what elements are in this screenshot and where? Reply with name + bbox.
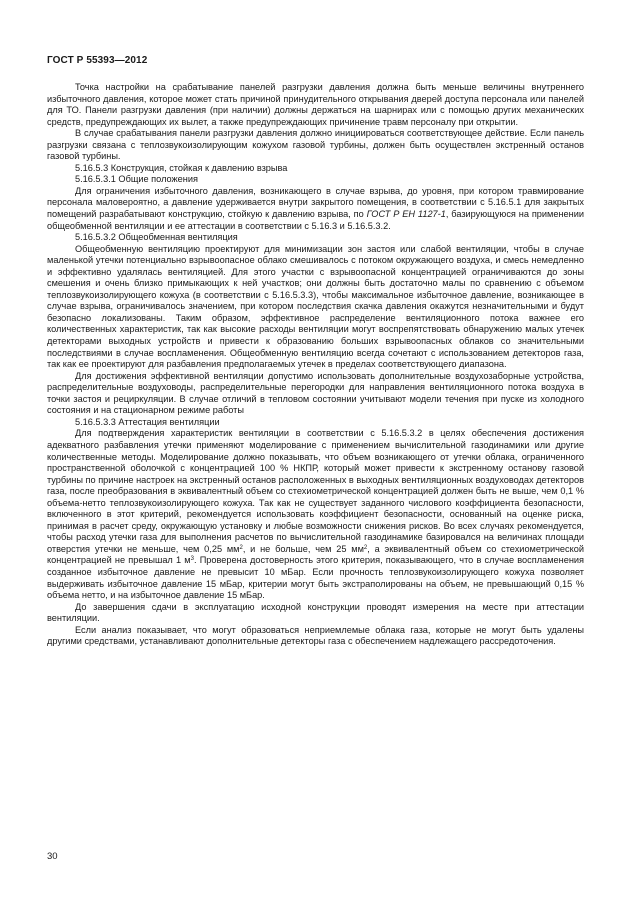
page-number: 30: [47, 851, 58, 862]
paragraph-text: , а эквивалентный объем со стехиометрической концентрацией не превышал 1 м: [47, 543, 584, 566]
paragraph: [47, 186, 584, 232]
paragraph: До завершения сдачи в эксплуатацию исходной конструкции проводят измерения на месте при аттестации вентиляции.: [47, 601, 584, 624]
paragraph: Если анализ показывает, что могут образоваться неприемлемые облака газа, которые не могут быть удалены другими средствами, устанавливают дополнительные детекторы газа с обеспечением надлежащего рассредоточения.: [47, 624, 584, 647]
document-body: [47, 82, 584, 648]
section-heading: 5.16.5.3 Конструкция, стойкая к давлению взрыва: [75, 162, 288, 173]
paragraph-text: Для подтверждения характеристик вентиляции в соответствии с 5.16.5.3.2 в целях обеспечения достижения адекватного разбавления утечки применяют моделирование с применением вычислительной газодинамики или другие количественные методы. Моделирование должно показывать, что объем возникающего от утечки облака, ограниченного пространственной оболочкой с концентрацией 100 % НКПР, который может привести к экстренному останову газовой турбины по причине настроек на экстренный останов расположенных в выходных вентиляционных воздуховодах детекторов газа, после преобразования в эквивалентный объем со стехиометрической концентрацией должен быть не выше, чем 0,1 % объема-нетто теплозвукоизолирующего кожуха. Так как не существует заданного числового коэффициента безопасности, включенного в этот критерий, рекомендуется использовать коэффициент безопасности, основанный на оценке риска, принимая в расчет среду, окружающую установку и любые возможности снижения рисков. Во всех случаях рекомендуется, чтобы расход утечки газа для выполнения расчетов по вычислительной газодинамике базировался на величинах площади отверстия утечки не меньше, чем 0,25 мм: [47, 428, 584, 554]
document-header-standard: ГОСТ Р 55393—2012: [47, 55, 148, 66]
section-heading: 5.16.5.3.2 Общеобменная вентиляция: [75, 232, 238, 243]
section-heading: 5.16.5.3.1 Общие положения: [75, 174, 198, 185]
paragraph-text: , базирующуюся на применении общеобменной вентиляции и ее аттестации в соответствии с 5.16.3 и 5.16.5.3.2.: [47, 209, 584, 231]
section-heading: 5.16.5.3.3 Аттестация вентиляции: [75, 416, 220, 427]
paragraph-text: . Проверена достоверность этого критерия, показывающего, что в случае воспламенения созданное избыточное давление не превысит 10 мБар. Если прочность теплозвукоизолирующего кожуха позволяет выдерживать избыточное давление 15 мБар, критерии могут быть экстраполированы на объем, не превышающий 0,15 % объема нетто, и на избыточное давление 15 мБар.: [47, 555, 585, 601]
paragraph: [47, 428, 584, 601]
superscript: 3: [190, 556, 194, 563]
paragraph-text: , и не больше, чем 25 мм: [242, 543, 364, 554]
paragraph: В случае срабатывания панели разгрузки давления должно инициироваться соответствующее действие. Если панель разгрузки связана с теплозвукоизолирующим кожухом газовой турбины, должен быть осуществлен экстренный останов газовой турбины.: [47, 128, 584, 162]
paragraph: Для достижения эффективной вентиляции допустимо использовать дополнительные воздухозаборные устройства, распределительные воздуховоды, распределительные перегородки для направления вентиляционного потока воздуха в точки застоя и рециркуляции. В случае отличий в тепловом состоянии учитывают модели течения при пуске из холодного состояния и на стационарном режиме работы: [47, 370, 584, 416]
paragraph: Точка настройки на срабатывание панелей разгрузки давления должна быть меньше величины внутреннего избыточного давления, которое может стать причиной принудительного открывания дверей доступа персонала или панелей для ТО. Панели разгрузки давления (при наличии) должны держаться на шарнирах или с помощью других механических средств, предупреждающих их вылет, а также предупреждающих причинение травм персоналу при открытии.: [47, 82, 584, 127]
superscript: 2: [363, 544, 368, 551]
superscript: 2: [239, 544, 243, 551]
standard-reference: ГОСТ Р ЕН 1127-1: [366, 209, 446, 220]
paragraph: Общеобменную вентиляцию проектируют для минимизации зон застоя или слабой вентиляции, чтобы в случае маленькой утечки потенциально взрывоопасное облако смешивалось с потоком окружающего воздуха, и смесь немедленно и эффективно удалялась вентиляцией. Для этого участки с взрывоопасной концентрацией ограничиваются до зоны смешения и очень близко примыкающих к ней участков; они должны быть достаточно малы по сравнению с объемом теплозвукоизолирующего кожуха (в соответствии с 5.16.5.3.3), чтобы максимальное избыточное давление, возникающее в случае взрыва, ограничивалось значением, при котором последствия скачка давления окажутся незначительными и будут безопасно локализованы. Таким образом, эффективное распределение вентиляционного потока важнее его количественных характеристик, так как высокие расходы вентиляции могут воспрепятствовать обнаружению малых утечек детекторами выходных устройств и привести к образованию больших взрывоопасных облаков со значительными последствиями в случае воспламенения. Общеобменную вентиляцию всегда сочетают с использованием детекторов газа, так как ее проектируют для разбавления предполагаемых утечек в пределах соответствующего диапазона.: [47, 243, 584, 370]
paragraph-text: Для ограничения избыточного давления, возникающего в случае взрыва, до уровня, при котором травмирование персонала маловероятно, а давление удерживается внутри закрытого помещения, в соответствии с 5.16.5.1 для закрытых помещений разрабатывают конструкцию, стойкую к давлению взрыва, по: [47, 185, 584, 220]
